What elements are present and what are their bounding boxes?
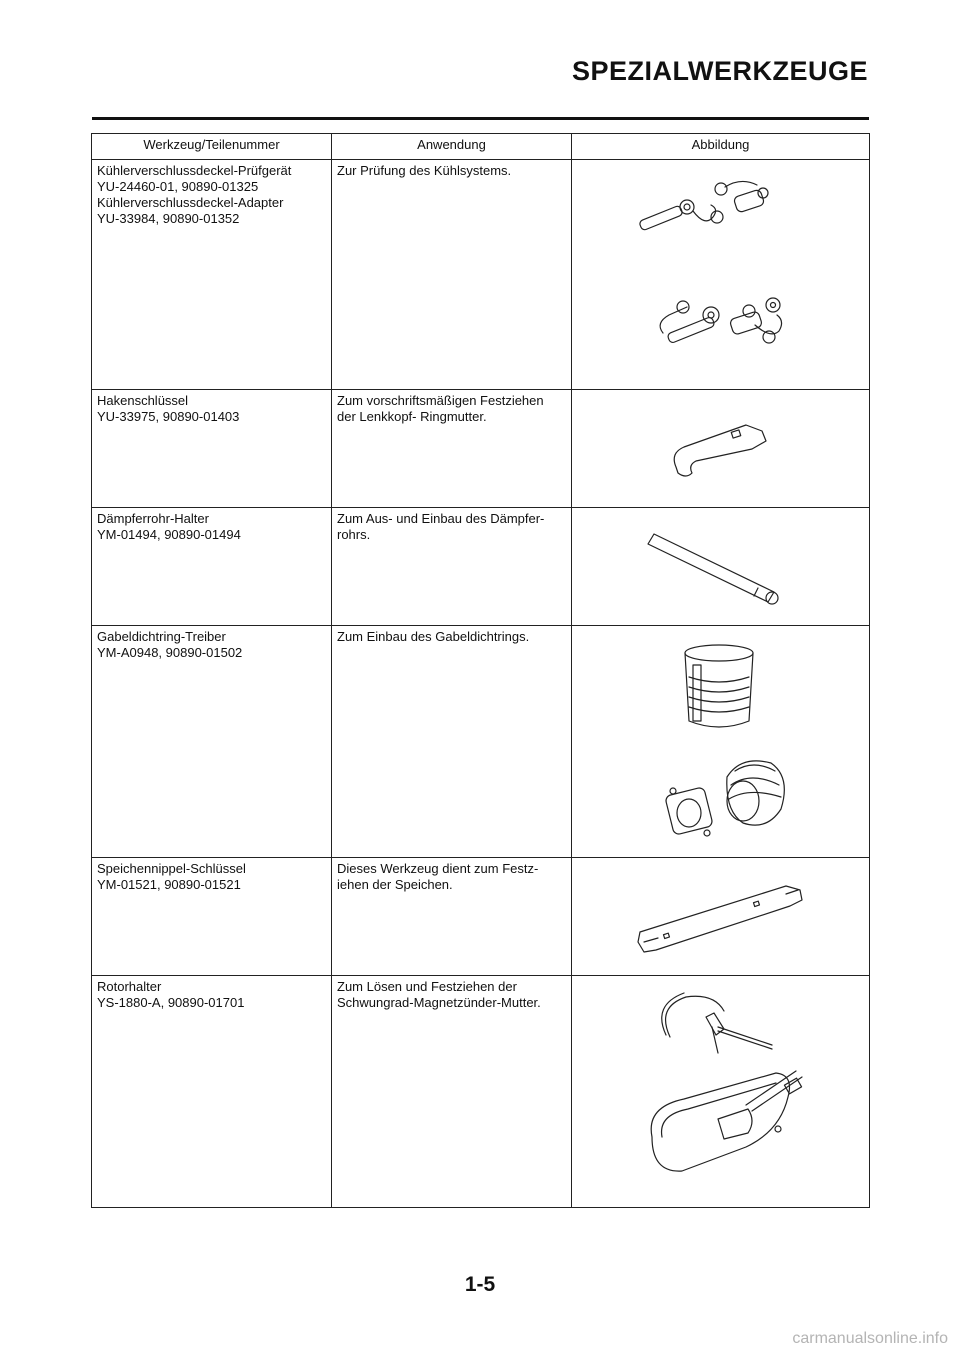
- tool-name: Rotorhalter: [97, 979, 162, 994]
- use-text: Zum Lösen und Festziehen der: [337, 979, 517, 994]
- use-cell: [332, 976, 572, 1208]
- column-header-illustration: Abbildung: [572, 134, 870, 160]
- use-text: Zum Aus- und Einbau des Dämpfer-: [337, 511, 545, 526]
- part-number: YU-33975, 90890-01403: [97, 409, 240, 424]
- use-text: iehen der Speichen.: [337, 877, 453, 892]
- page-title: SPEZIALWERKZEUGE: [571, 56, 868, 86]
- table-row: [92, 626, 870, 858]
- use-text: Zur Prüfung des Kühlsystems.: [337, 163, 512, 178]
- column-header-use: Anwendung: [332, 134, 572, 160]
- use-text: Schwungrad-Magnetzünder-Mutter.: [337, 995, 541, 1010]
- table-row: [92, 160, 870, 390]
- table-header-row: [92, 134, 870, 160]
- illustration-cell: [572, 626, 870, 858]
- spoke-nipple-wrench-icon: [636, 872, 806, 962]
- damper-rod-holder-icon: [646, 522, 796, 612]
- tool-cell: [92, 626, 332, 858]
- illustration-cell: [572, 976, 870, 1208]
- tool-cell: [92, 390, 332, 508]
- tool-name: Dämpferrohr-Halter: [97, 511, 209, 526]
- tool-cell: [92, 508, 332, 626]
- radiator-cap-tester-icon: [621, 175, 821, 375]
- illustration-cell: [572, 858, 870, 976]
- use-text: Dieses Werkzeug dient zum Festz-: [337, 861, 539, 876]
- use-text: Zum vorschriftsmäßigen Festziehen: [337, 393, 544, 408]
- part-number: YM-01521, 90890-01521: [97, 877, 241, 892]
- hook-wrench-icon: [666, 409, 776, 489]
- use-cell: [332, 626, 572, 858]
- special-tools-table: [91, 133, 870, 1208]
- tool-cell: [92, 160, 332, 390]
- use-text: rohrs.: [337, 527, 371, 542]
- tool-name: Kühlerverschlussdeckel-Adapter: [97, 195, 284, 210]
- part-number: YU-24460-01, 90890-01325: [97, 179, 259, 194]
- part-number: YM-01494, 90890-01494: [97, 527, 241, 542]
- illustration-cell: [572, 160, 870, 390]
- table-row: [92, 858, 870, 976]
- title-rule: [92, 117, 869, 120]
- page-number: 1-5: [464, 1273, 496, 1296]
- column-header-tool: Werkzeug/Teilenummer: [92, 134, 332, 160]
- table-row: [92, 508, 870, 626]
- use-text: Zum Einbau des Gabeldichtrings.: [337, 629, 530, 644]
- rotor-holder-icon: [626, 987, 816, 1197]
- tool-name: Gabeldichtring-Treiber: [97, 629, 226, 644]
- use-cell: [332, 390, 572, 508]
- tool-name: Hakenschlüssel: [97, 393, 189, 408]
- table-row: [92, 976, 870, 1208]
- use-cell: [332, 508, 572, 626]
- use-cell: [332, 160, 572, 390]
- illustration-cell: [572, 390, 870, 508]
- use-text: der Lenkkopf- Ringmutter.: [337, 409, 487, 424]
- use-cell: [332, 858, 572, 976]
- part-number: YM-A0948, 90890-01502: [97, 645, 243, 660]
- tool-name: Kühlerverschlussdeckel-Prüfgerät: [97, 163, 292, 178]
- part-number: YS-1880-A, 90890-01701: [97, 995, 245, 1010]
- fork-seal-driver-icon: [631, 637, 811, 847]
- watermark: carmanualsonline.info: [792, 1330, 948, 1347]
- tool-cell: [92, 858, 332, 976]
- tool-name: Speichennippel-Schlüssel: [97, 861, 246, 876]
- table-row: [92, 390, 870, 508]
- illustration-cell: [572, 508, 870, 626]
- tool-cell: [92, 976, 332, 1208]
- part-number: YU-33984, 90890-01352: [97, 211, 240, 226]
